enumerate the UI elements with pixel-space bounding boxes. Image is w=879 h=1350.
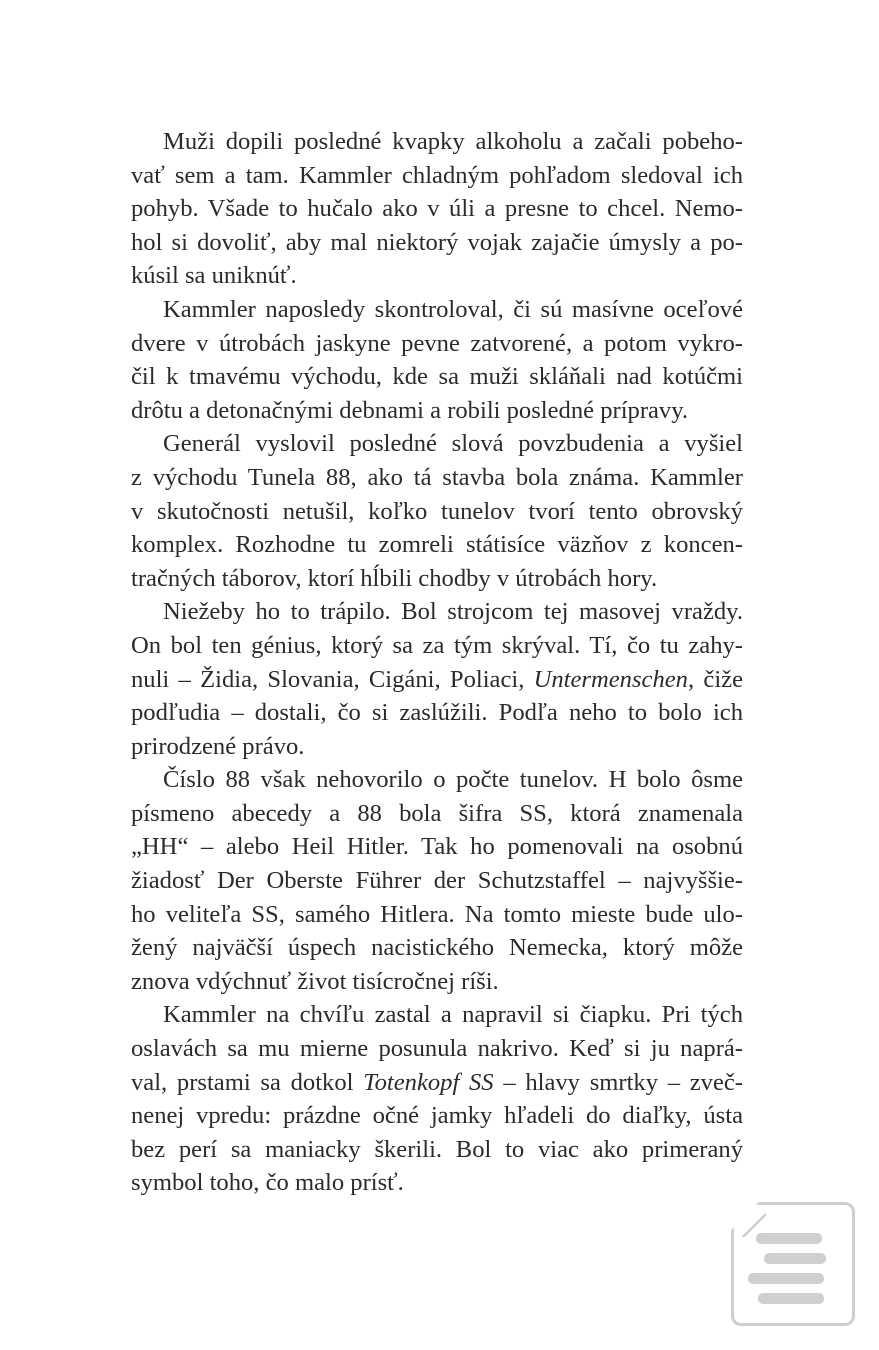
logo-bar-3	[748, 1273, 824, 1284]
text-line: „HH“ – alebo Heil Hitler. Tak ho pomenovali na osobnú	[131, 833, 743, 861]
text-line: Číslo 88 však nehovorilo o počte tunelov. H bolo ôsme	[163, 766, 743, 794]
text-line: písmeno abecedy a 88 bola šifra SS, ktorá znamenala	[131, 799, 743, 827]
text-line: Generál vyslovil posledné slová povzbudenia a vyšiel	[163, 430, 743, 458]
text-line: drôtu a detonačnými debnami a robili posledné prípravy.	[131, 396, 689, 424]
text-line: dvere v útrobách jaskyne pevne zatvorené, a potom vykro-	[131, 329, 743, 357]
text-line: hol si dovoliť, aby mal niektorý vojak zajačie úmysly a po-	[131, 228, 743, 256]
text-line: bez perí sa maniacky škerili. Bol to viac ako primeraný	[131, 1135, 743, 1163]
text-line: komplex. Rozhodne tu zomreli státisíce väzňov z koncen-	[131, 531, 743, 559]
text-line: žený najväčší úspech nacistického Nemecka, ktorý môže	[131, 934, 743, 962]
logo-bar-4	[758, 1293, 824, 1304]
paragraph	[131, 998, 743, 1200]
logo-bar-1	[756, 1233, 822, 1244]
text-line: prirodzené právo.	[131, 732, 305, 760]
logo-bar-2	[764, 1253, 826, 1264]
text-line: ho veliteľa SS, samého Hitlera. Na tomto mieste bude ulo-	[131, 900, 743, 928]
text-line: symbol toho, čo malo prísť.	[131, 1169, 404, 1197]
paragraph	[131, 595, 743, 763]
text-line: kúsil sa uniknúť.	[131, 262, 297, 290]
text-line: val, prstami sa dotkol Totenkopf SS – hlavy smrtky – zveč-	[131, 1068, 743, 1096]
text-line: čil k tmavému východu, kde sa muži skláňali nad kotúčmi	[131, 363, 743, 391]
text-line: v skutočnosti netušil, koľko tunelov tvorí tento obrovský	[131, 497, 743, 525]
text-line: podľudia – dostali, čo si zaslúžili. Podľa neho to bolo ich	[131, 699, 743, 727]
text-line: Niežeby ho to trápilo. Bol strojcom tej masovej vraždy.	[163, 598, 743, 626]
text-line: tračných táborov, ktorí hĺbili chodby v útrobách hory.	[131, 564, 658, 592]
paragraph	[131, 763, 743, 998]
text-line: On bol ten génius, ktorý sa za tým skrýval. Tí, čo tu zahy-	[131, 631, 743, 659]
text-line: Kammler na chvíľu zastal a napravil si čiapku. Pri tých	[163, 1001, 743, 1029]
paragraph	[131, 125, 743, 293]
text-line: Muži dopili posledné kvapky alkoholu a začali pobeho-	[163, 128, 743, 155]
text-line: nuli – Židia, Slovania, Cigáni, Poliaci, Untermenschen, čiže	[131, 665, 743, 693]
text-line: pohyb. Všade to hučalo ako v úli a presne to chcel. Nemo-	[131, 195, 743, 223]
text-line: z východu Tunela 88, ako tá stavba bola známa. Kammler	[131, 463, 743, 491]
text-line: oslavách sa mu mierne posunula nakrivo. Keď si ju naprá-	[131, 1035, 743, 1063]
text-line: Kammler naposledy skontroloval, či sú masívne oceľové	[163, 295, 743, 323]
book-stack-logo-icon	[731, 1202, 855, 1326]
text-line: vať sem a tam. Kammler chladným pohľadom sledoval ich	[131, 161, 743, 189]
text-line: nenej vpredu: prázdne očné jamky hľadeli do diaľky, ústa	[131, 1102, 743, 1130]
paragraph	[131, 293, 743, 427]
text-line: žiadosť Der Oberste Führer der Schutzstaffel – najvyššie-	[131, 867, 743, 895]
paragraph	[131, 427, 743, 595]
text-line: znova vdýchnuť život tisícročnej ríši.	[131, 967, 499, 995]
body-text	[131, 125, 743, 1200]
